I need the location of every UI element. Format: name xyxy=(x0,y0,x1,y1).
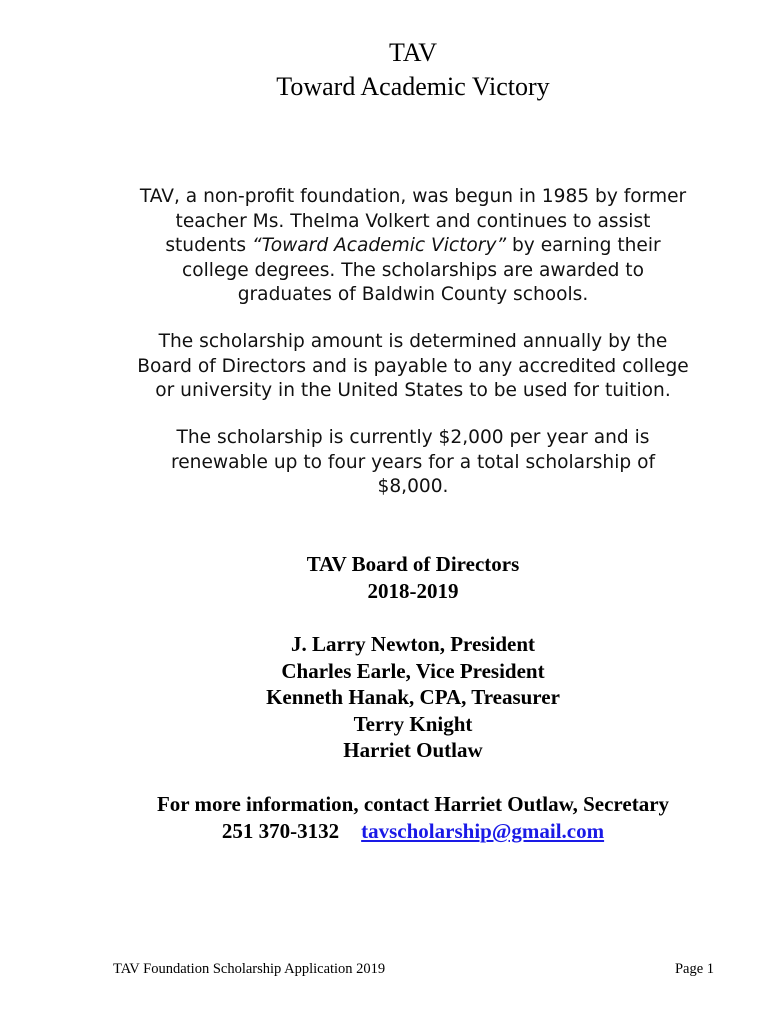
contact-details xyxy=(0,818,770,845)
email-link[interactable]: tavscholarship@gmail.com xyxy=(361,818,605,843)
board-heading xyxy=(0,551,770,604)
paragraph-line xyxy=(100,234,726,259)
paragraph-line: $8,000. xyxy=(377,476,449,497)
motto-italic: “Toward Academic Victory” xyxy=(252,235,507,256)
board-member: Kenneth Hanak, CPA, Treasurer xyxy=(266,685,560,710)
line-prefix: students xyxy=(165,235,253,256)
title-acronym: TAV xyxy=(388,38,437,67)
board-member: J. Larry Newton, President xyxy=(291,632,535,656)
paragraph-line: TAV, a non-profit foundation, was begun in 1985 by former xyxy=(139,186,687,207)
intro-paragraph xyxy=(100,185,726,308)
paragraph-line: Board of Directors and is payable to any accredited college xyxy=(137,355,689,377)
page-footer xyxy=(113,960,714,978)
contact-info xyxy=(0,791,770,844)
contact-line: For more information, contact Harriet Outlaw, Secretary xyxy=(156,792,670,816)
amount-paragraph xyxy=(100,330,726,404)
paragraph-line: teacher Ms. Thelma Volkert and continues to assist xyxy=(175,210,651,232)
board-member: Charles Earle, Vice President xyxy=(281,658,545,683)
board-member: Terry Knight xyxy=(353,711,473,736)
paragraph-line: The scholarship amount is determined annually by the xyxy=(158,331,668,352)
paragraph-line: or university in the United States to be used for tuition. xyxy=(155,380,671,401)
paragraph-line: The scholarship is currently $2,000 per year and is xyxy=(176,427,650,448)
phone-number: 251 370-3132 xyxy=(221,818,340,843)
paragraph-line: renewable up to four years for a total scholarship of xyxy=(171,451,655,473)
board-member-list xyxy=(0,631,770,764)
paragraph-line: college degrees. The scholarships are awarded to xyxy=(182,259,644,281)
board-title: TAV Board of Directors xyxy=(306,552,520,576)
board-term: 2018-2019 xyxy=(367,578,459,603)
paragraph-line: graduates of Baldwin County schools. xyxy=(237,284,589,305)
line-suffix: by earning their xyxy=(506,235,661,256)
footer-document-name: TAV Foundation Scholarship Application 2019 xyxy=(113,961,386,977)
renewal-paragraph xyxy=(100,426,726,500)
document-title xyxy=(0,36,770,104)
title-full-name: Toward Academic Victory xyxy=(276,72,550,101)
page-number: Page 1 xyxy=(674,961,714,977)
board-member: Harriet Outlaw xyxy=(343,738,483,763)
